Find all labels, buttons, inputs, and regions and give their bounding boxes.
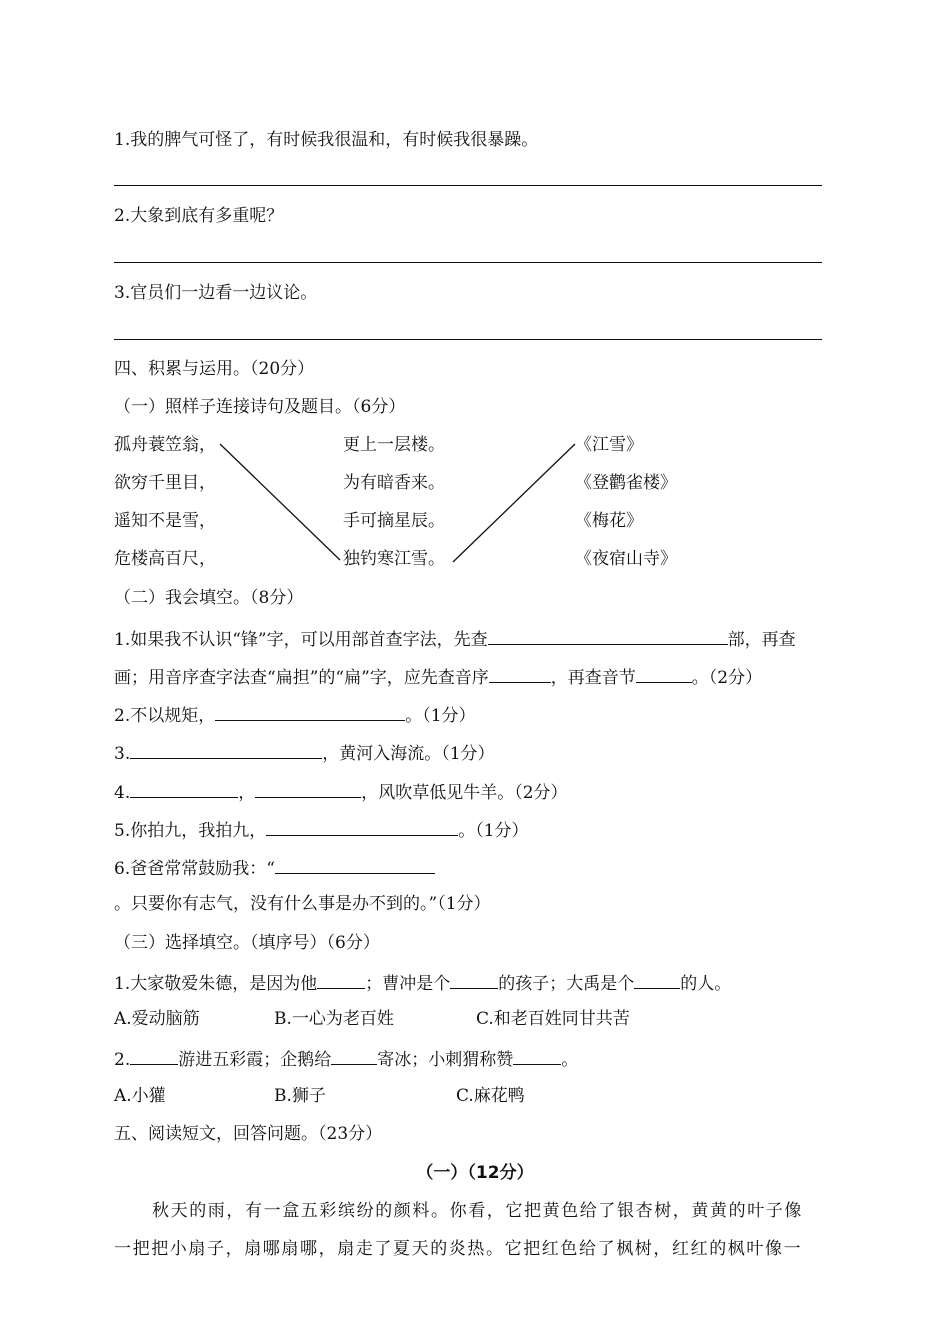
answer-blank[interactable] xyxy=(636,664,692,683)
answer-blank[interactable] xyxy=(275,855,435,874)
subsection-title: （二）我会填空。（8分） xyxy=(114,588,304,608)
answer-blank[interactable] xyxy=(489,664,551,683)
reading-subtitle: （一）（12分） xyxy=(416,1163,534,1183)
reading-paragraph-line: 秋天的雨，有一盒五彩缤纷的颜料。你看，它把黄色给了银杏树，黄黄的叶子像 xyxy=(152,1201,803,1221)
fill-question-5: 5.你拍九，我拍九， 。（1分） xyxy=(114,817,529,842)
answer-blank[interactable] xyxy=(130,1046,178,1065)
question-item: 2.大象到底有多重呢？ xyxy=(114,206,284,226)
poem-title-col3: 《梅花》 xyxy=(575,511,643,531)
question-item: 3.官员们一边看一边议论。 xyxy=(114,283,318,303)
question-item: 1.我的脾气可怪了，有时候我很温和，有时候我很暴躁。 xyxy=(114,130,539,150)
fill-question-6-cont: 。只要你有志气，没有什么事是办不到的。”（1分） xyxy=(114,894,491,914)
fill-question-1: 1.如果我不认识“锋”字，可以用部首查字法，先查 部，再查 xyxy=(114,626,796,651)
answer-blank[interactable] xyxy=(488,626,728,645)
section-title: 五、阅读短文，回答问题。（23分） xyxy=(114,1124,383,1144)
subsection-title: （三）选择填空。（填序号）（6分） xyxy=(114,933,380,953)
fill-question-4: 4. ， ，风吹草低见牛羊。（2分） xyxy=(114,779,568,804)
poem-line-col1: 孤舟蓑笠翁， xyxy=(114,435,216,455)
poem-line-col1: 遥知不是雪， xyxy=(114,511,216,531)
answer-blank[interactable] xyxy=(317,970,365,989)
answer-blank[interactable] xyxy=(130,740,322,759)
answer-blank[interactable] xyxy=(634,970,680,989)
choice-option: C.麻花鸭 xyxy=(456,1086,525,1106)
choice-question-1: 1.大家敬爱朱德，是因为他 ；曹冲是个 的孩子；大禹是个 的人。 xyxy=(114,970,731,995)
choice-option: B.狮子 xyxy=(274,1086,326,1106)
subsection-title: （一）照样子连接诗句及题目。（6分） xyxy=(114,397,406,417)
poem-line-col1: 危楼高百尺， xyxy=(114,549,216,569)
fill-question-6: 6.爸爸常常鼓励我：“ xyxy=(114,855,435,880)
fill-question-2: 2.不以规矩， 。（1分） xyxy=(114,702,476,727)
choice-option: A.爱动脑筋 xyxy=(114,1009,200,1029)
reading-paragraph-line: 一把把小扇子，扇哪扇哪，扇走了夏天的炎热。它把红色给了枫树，红红的枫叶像一 xyxy=(114,1239,803,1259)
answer-blank[interactable] xyxy=(266,817,458,836)
poem-line-col2: 手可摘星辰。 xyxy=(343,511,445,531)
answer-blank[interactable] xyxy=(513,1046,561,1065)
fill-question-3: 3. ，黄河入海流。（1分） xyxy=(114,740,495,765)
match-line xyxy=(220,444,340,560)
match-line xyxy=(453,444,575,562)
poem-title-col3: 《夜宿山寺》 xyxy=(575,549,677,569)
answer-blank[interactable] xyxy=(331,1046,377,1065)
choice-option: A.小獾 xyxy=(114,1086,166,1106)
poem-title-col3: 《登鹳雀楼》 xyxy=(575,473,677,493)
section-title: 四、积累与运用。（20分） xyxy=(114,359,315,379)
poem-line-col2: 独钓寒江雪。 xyxy=(343,549,445,569)
choice-question-2: 2. 游进五彩霞；企鹅给 寄冰；小刺猬称赞 。 xyxy=(114,1046,578,1071)
poem-title-col3: 《江雪》 xyxy=(575,435,643,455)
answer-blank[interactable] xyxy=(215,702,405,721)
answer-blank[interactable] xyxy=(130,779,238,798)
choice-option: B.一心为老百姓 xyxy=(274,1009,394,1029)
fill-question-1-cont: 画；用音序查字法查“扁担”的“扁”字，应先查音序 ，再查音节 。（2分） xyxy=(114,664,762,689)
poem-line-col1: 欲穷千里目， xyxy=(114,473,216,493)
choice-option: C.和老百姓同甘共苦 xyxy=(476,1009,630,1029)
answer-blank[interactable] xyxy=(450,970,498,989)
poem-line-col2: 为有暗香来。 xyxy=(343,473,445,493)
answer-blank[interactable] xyxy=(255,779,361,798)
poem-line-col2: 更上一层楼。 xyxy=(343,435,445,455)
